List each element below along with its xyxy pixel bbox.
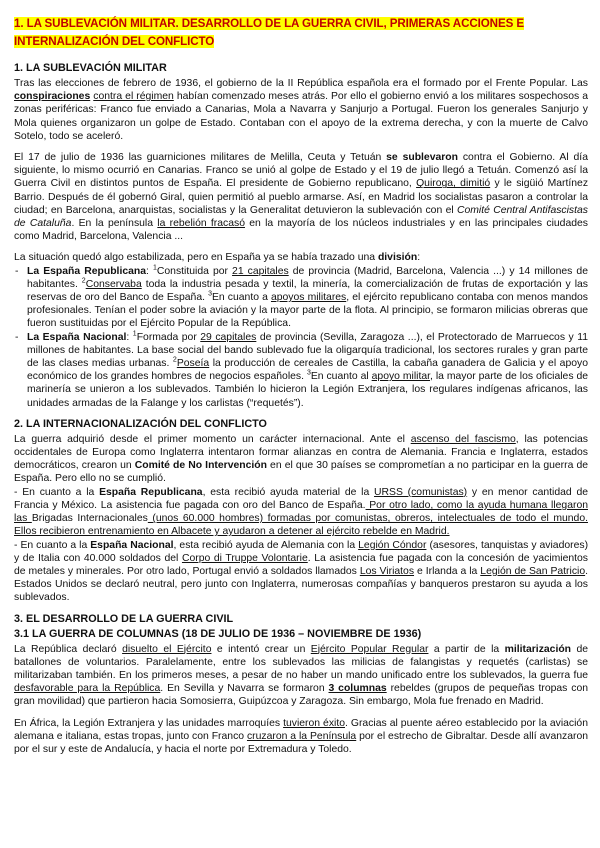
section-3-heading: 3. EL DESARROLLO DE LA GUERRA CIVIL bbox=[14, 612, 234, 625]
document-title-block bbox=[14, 14, 588, 50]
section-2-paragraph-2: - En cuanto a la España Republicana, esta recibió ayuda material de la URSS (comunistas) y en menor cantidad de Francia y México. La asistencia fue pagada con oro del Banco de España. Por otro lado, como la ayuda humana llegaron las Brigadas Internacionales (unos 60.000 hombres) formadas por comunistas, obreros, intelectuales de todo el mundo. Ellos recibieron entrenamiento en Albacete y ayudaron a detener al ejército rebelde en Madrid. bbox=[14, 486, 589, 538]
document-title: 1. LA SUBLEVACIÓN MILITAR. DESARROLLO DE LA GUERRA CIVIL, PRIMERAS ACCIONES E INTERNALIZACIÓN DEL CONFLICTO bbox=[14, 17, 524, 48]
list-item-republicana: - La España Republicana: $^1$Constituida por 21 capitales de provincia (Madrid, Barcelona, Valencia ...) y 14 millones de habitantes. $^2$Conservaba toda la industria pesada y textil, la minería, la comercialización de frutas de exportación y las reservas de oro del Banco de España. $^3$En cuanto a apoyos militares, el ejército republicano contaba con menos mandos profesionales. Tenían el poder sobre la aviación y la mayor parte de la flota. Al principio, se formaron milicias obreras que fueron sustituidas por el Ejército Popular de la República. bbox=[15, 264, 588, 330]
section-1-heading: 1. LA SUBLEVACIÓN MILITAR bbox=[14, 62, 167, 74]
section-1-paragraph-3: La situación quedó algo estabilizada, pero en España ya se había trazado una división: bbox=[14, 252, 421, 264]
section-2-heading: 2. LA INTERNACIONALIZACIÓN DEL CONFLICTO bbox=[14, 417, 267, 430]
section-3-paragraph-1: La República declaró disuelto el Ejército e intentó crear un Ejército Popular Regular a partir de la militarización de batallones de voluntarios. Paralelamente, entre los sublevados las milicias de falangistas y requetés (carlistas) se militarizaban también. En los primeros meses, a pesar de no haber un mando unificado entre los sublevados, la guerra fue desfavorable para la República. En Sevilla y Navarra se formaron 3 columnas rebeldes (grupos de pequeñas tropas con gran movilidad) que partieron hacia Somosierra, Guipúzcoa y Zaragoza. Sin embargo, Mola fue frenado en Madrid. bbox=[14, 643, 589, 708]
section-2-paragraph-1: La guerra adquirió desde el primer momento un carácter internacional. Ante el ascenso del fascismo, las potencias occidentales de Europa como Inglaterra intentaron formar alianzas en contra de Alemania. Francia e Inglaterra, estados democráticos, crearon un Comité de No Intervención en el que 30 países se comprometían a no participar en la guerra de España. Pero ello no se cumplió. bbox=[14, 433, 589, 485]
bullet-dot-icon: - bbox=[15, 265, 19, 277]
section-1-paragraph-2: El 17 de julio de 1936 las guarniciones militares de Melilla, Ceuta y Tetuán se sublevaron contra el Gobierno. Al día siguiente, lo mismo ocurrió en Canarias. Franco se unió al golpe de Estado y el 19 de julio llegó a Tetuán. Comenzó así la Guerra Civil en distintos puntos de España. El presidente de Gobierno republicano, Quiroga, dimitió y le sigüió Martínez Barrio. Después de él gobernó Giral, quien permitió al pueblo armarse. Así, en Madrid los socialistas pasaron a controlar la ciudad; en Barcelona, anarquistas, socialistas y la Generalitat detuvieron la sublevación con el Comité Central Antifascistas de Cataluña. En la península la rebelión fracasó en la mayoría de los núcleos industriales y en las principales ciudades como Madrid, Barcelona, Valencia ... bbox=[14, 152, 589, 243]
section-3-paragraph-2: En África, la Legión Extranjera y las unidades marroquíes tuvieron éxito. Gracias al puente aéreo establecido por la aviación alemana e italiana, estas tropas, junto con Franco cruzaron a la Península por el estrecho de Gibraltar. Desde allí avanzaron por el sur y este de Andalucía, y hacia el norte por Extremadura y Toledo. bbox=[14, 717, 589, 755]
list-item-nacional: - La España Nacional: $^1$Formada por 29 capitales de provincia (Sevilla, Zaragoza ...), el Protectorado de Marruecos y 11 millones de habitantes. La base social del bando sublevado fue la oligarquía tradicional, los sectores rurales y gran parte de las clases medias urbanas. $^2$Poseía la producción de cereales de Castilla, la cabaña ganadera de Galicia y el apoyo económico de los grandes hombres de negocios españoles. $^3$En cuanto al apoyo militar, la mayor parte de los oficiales de marinería se unieron a los sublevados. También lo hicieron la Legión Extranjera, los regulares indígenas africanos, las unidades armadas de la Falange y los carlistas (“requetés”). bbox=[15, 330, 588, 409]
bullet-dot-icon: - bbox=[15, 331, 19, 343]
section-2-paragraph-3: - En cuanto a la España Nacional, esta recibió ayuda de Alemania con la Legión Cóndor (asesores, tanquistas y aviadores) y de Italia con 40.000 soldados del Corpo di Truppe Volontarie. La asistencia fue pagada con la concesión de yacimientos de metales y minerales. Por otro lado, Portugal envió a soldados llamados Los Viriatos e Irlanda a la Legión de San Patricio. Estados Unidos se declaró neutral, pero junto con Inglaterra, numerosas compañías y banqueros prestaron su ayuda a los sublevados. bbox=[14, 539, 589, 604]
section-3-1-heading: 3.1 LA GUERRA DE COLUMNAS (18 DE JULIO DE 1936 – NOVIEMBRE DE 1936) bbox=[14, 627, 422, 640]
section-1-paragraph-1: Tras las elecciones de febrero de 1936, el gobierno de la II República española era el formado por el Frente Popular. Las conspiraciones contra el régimen habían comenzado meses atrás. Por ello el gobierno envió a los militares sospechosos a zonas periféricas: Franco fue enviado a Canarias, Mola a Navarra y Sanjurjo a Portugal. Fueron los generales Sanjurjo y Mola quienes organizaron un golpe de Estado. Contaban con el apoyo de la extrema derecha, y con la muerte de Calvo Sotelo, todo se aceleró. bbox=[14, 78, 589, 142]
